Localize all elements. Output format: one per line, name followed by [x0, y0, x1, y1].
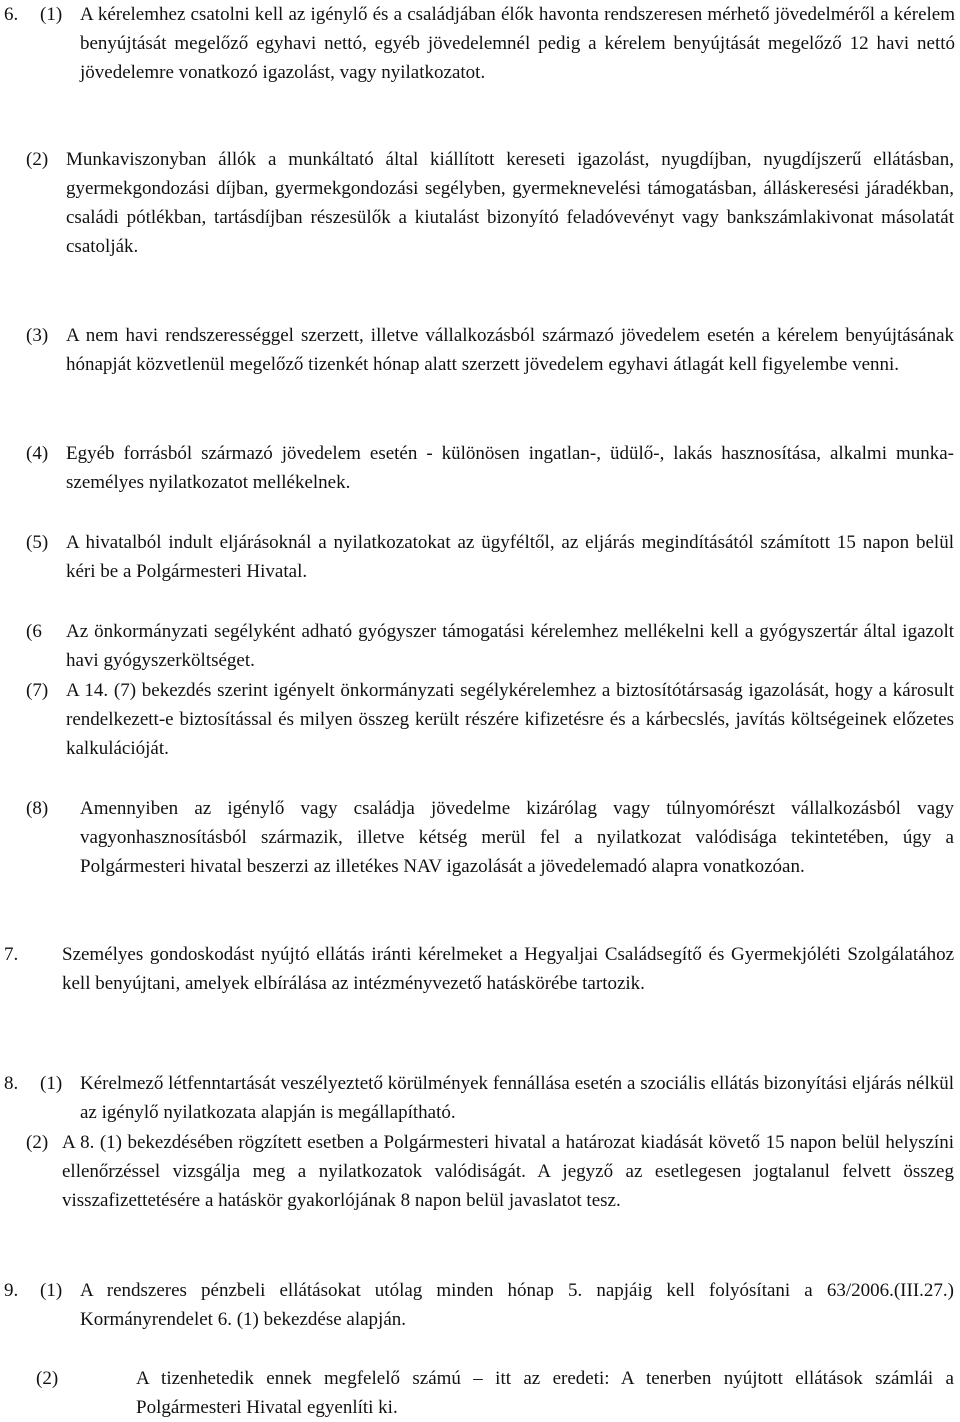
- section-9-number: 9.: [4, 1280, 19, 1301]
- section-6-p7-label: (7): [26, 680, 49, 701]
- section-6-p6-text: Az önkormányzati segélyként adható gyógyszer támogatási kérelemhez mellékelni kell a gyógyszertár által igazolt havi gyógyszerköltséget.: [66, 621, 954, 671]
- section-7-text: Személyes gondoskodást nyújtó ellátás iránti kérelmeket a Hegyaljai Családsegítő és Gyermekjóléti Szolgálatához kell benyújtani, amelyek elbírálása az intézményvezető hatáskörébe tartozik.: [62, 944, 954, 994]
- section-8-p2-text: A 8. (1) bekezdésében rögzített esetben a Polgármesteri hivatal a határozat kiadását követő 15 napon belül helyszíni ellenőrzéssel vizsgálja meg a nyilatkozatok valódiságát. A jegyző az esetlegesen jogtalanul felvett összeg visszafizettetésére a hatáskör gyakorlójának 8 napon belül javaslatot tesz.: [62, 1132, 954, 1211]
- section-8-p2-label: (2): [26, 1132, 49, 1153]
- section-6-p8-label: (8): [26, 798, 49, 819]
- section-6-p1-text: A kérelemhez csatolni kell az igénylő és a családjában élők havonta rendszeresen mérhető jövedelméről a kérelem benyújtását megelőző egyhavi nettó, egyéb jövedelemnél pedig a kérelem benyújtását megelőző 12 havi nettó jövedelemre vonatkozó igazolást, vagy nyilatkozatot.: [80, 4, 955, 83]
- section-6-p4-text: Egyéb forrásból származó jövedelem esetén - különösen ingatlan-, üdülő-, lakás hasznosítása, alkalmi munka- személyes nyilatkozatot mellékelnek.: [66, 443, 954, 493]
- section-9-p1-text: A rendszeres pénzbeli ellátásokat utólag minden hónap 5. napjáig kell folyósítani a 63/2006.(III.27.) Kormányrendelet 6. (1) bekezdése alapján.: [80, 1280, 954, 1330]
- section-6-p5-text: A hivatalból indult eljárásoknál a nyilatkozatokat az ügyféltől, az eljárás megindításától számított 15 napon belül kéri be a Polgármesteri Hivatal.: [66, 532, 954, 582]
- section-6-p5-label: (5): [26, 532, 49, 553]
- section-6-p7-text: A 14. (7) bekezdés szerint igényelt önkormányzati segélykérelemhez a biztosítótársaság igazolását, hogy a károsult rendelkezett-e biztosítással és milyen összeg került részére kifizetésre és a kárbecslés, javítás költségeinek előzetes kalkulációját.: [66, 680, 954, 759]
- section-6-p3-text: A nem havi rendszerességgel szerzett, illetve vállalkozásból származó jövedelem esetén a kérelem benyújtásának hónapját közvetlenül megelőző tizenkét hónap alatt szerzett jövedelem egyhavi átlagát kell figyelembe venni.: [66, 325, 954, 375]
- section-6-p2-text: Munkaviszonyban állók a munkáltató által kiállított kereseti igazolást, nyugdíjban, nyugdíjszerű ellátásban, gyermekgondozási díjban, gyermekgondozási segélyben, gyermeknevelési támogatásban, álláskeresési járadékban, családi pótlékban, tartásdíjban részesülők a kiutalást bizonyító feladóvevényt vagy bankszámlakivonat másolatát csatolják.: [66, 149, 954, 257]
- section-6-p3-label: (3): [26, 325, 49, 346]
- section-6-p1-label: (1): [40, 4, 63, 25]
- section-6-p6-label: (6: [26, 621, 42, 642]
- section-8-number: 8.: [4, 1073, 19, 1094]
- section-8-p1-label: (1): [40, 1073, 63, 1094]
- section-9-p2-label: (2): [36, 1368, 59, 1389]
- section-6-number: 6.: [4, 4, 19, 25]
- section-6-p2-label: (2): [26, 149, 49, 170]
- section-7-number: 7.: [4, 944, 19, 965]
- section-6-p4-label: (4): [26, 443, 49, 464]
- section-9-p1-label: (1): [40, 1280, 63, 1301]
- section-8-p1-text: Kérelmező létfenntartását veszélyeztető körülmények fennállása esetén a szociális ellátás bizonyítási eljárás nélkül az igénylő nyilatkozata alapján is megállapítható.: [80, 1073, 954, 1123]
- section-9-p2-text: A tizenhetedik ennek megfelelő számú – itt az eredeti: A tenerben nyújtott ellátások számlái a Polgármesteri Hivatal egyenlíti ki.: [136, 1368, 954, 1418]
- section-6-p8-text: Amennyiben az igénylő vagy családja jövedelme kizárólag vagy túlnyomórészt vállalkozásból vagy vagyonhasznosításból származik, illetve kétség merül fel a nyilatkozat valódisága tekintetében, úgy a Polgármesteri hivatal beszerzi az illetékes NAV igazolását a jövedelemadó alapra vonatkozóan.: [80, 798, 954, 877]
